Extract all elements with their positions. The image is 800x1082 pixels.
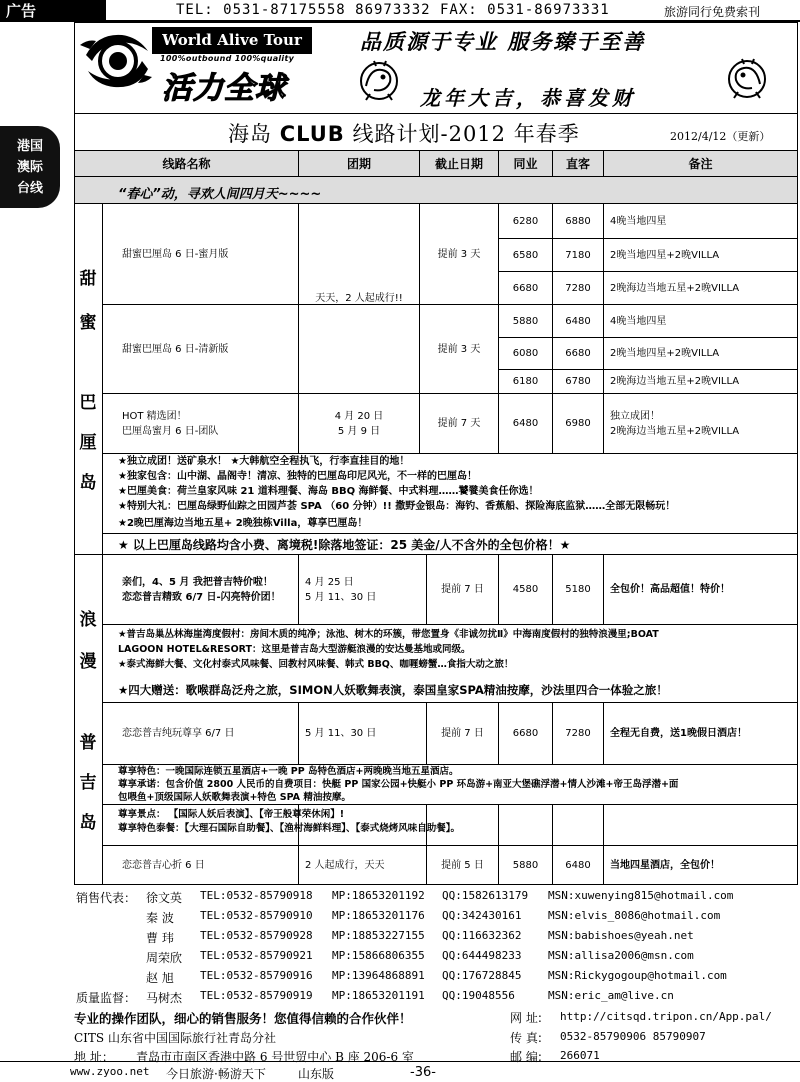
hot-schedule — [299, 394, 419, 453]
retail-price: 6480 — [565, 315, 591, 327]
phuket-route-1 — [116, 555, 298, 624]
phuket-big-gift: ★四大赠送：歌喉群岛泛舟之旅，SIMON人妖歌舞表演，泰国皇家SPA精油按摩，沙法里四合一体验之旅！ — [118, 683, 668, 697]
side-tab-line: 港国 — [16, 138, 43, 154]
web-link[interactable]: http://citsqd.tripon.cn/App.pal/ — [560, 1010, 772, 1023]
brand-en-sub: 100%outbound 100%quality — [160, 54, 295, 63]
section-phuket-char: 岛 — [79, 813, 97, 833]
trade-price: 6080 — [512, 348, 539, 359]
contact-tel: TEL:0532-85790916 — [200, 969, 313, 982]
contact-tel: TEL:0532-85790918 — [200, 889, 313, 902]
phuket-detail: 尊享特色泰餐：【大理石国际自助餐】、【渔村海鲜料理】、【泰式烧烤风味自助餐】。 — [118, 823, 461, 834]
phuket-detail: 尊享景点： 【国际人妖后表演】、【帝王般尊荣休闲】! — [118, 809, 345, 820]
phuket-feature: LAGOON HOTEL&RESORT：这里是普吉岛大型游艇浪漫的安达曼基地或同级。 — [118, 644, 471, 655]
page-number: -36- — [410, 1065, 436, 1080]
contact-msn[interactable]: MSN:allisa2006@msn.com — [548, 949, 694, 962]
contact-line: TEL: 0531-87175558 86973332 FAX: 0531-86973331 — [176, 2, 610, 18]
site-link[interactable]: www.zyoo.net — [70, 1065, 150, 1078]
trade-price: 6180 — [512, 376, 539, 387]
route-date: 5 月 11、30 日 — [305, 591, 377, 603]
hot-route-line: 巴厘岛蜜月 6 日-团队 — [122, 425, 219, 437]
dragon-icon — [356, 58, 402, 104]
fax: 0532-85790906 85790907 — [560, 1030, 706, 1043]
brand-slogan: 品质源于专业 服务臻于至善 — [360, 30, 646, 54]
route-name: 恋恋普吉心折 6 日 — [122, 859, 205, 871]
sales-label: 销售代表： — [76, 891, 137, 905]
section-phuket-char: 浪 — [79, 610, 97, 630]
route-line: 亲们，4、5 月 我把普吉特价啦！ — [122, 576, 273, 588]
col-header-retail: 直客 — [565, 157, 590, 171]
hot-note-line: 2晚海边当地五星+2晚VILLA — [610, 425, 740, 437]
brand-en-name: World Alive Tour — [152, 27, 312, 54]
address: 青岛市市南区香港中路 6 号世贸中心 B 座 206-6 室 — [136, 1050, 414, 1064]
note: 2晚当地四星+2晚VILLA — [610, 249, 720, 261]
note: 2晚海边当地五星+2晚VILLA — [610, 282, 740, 294]
qa-label: 质量监督： — [76, 991, 137, 1005]
hot-note-line: 独立成团！ — [610, 410, 660, 422]
trade-price: 5880 — [512, 315, 539, 327]
section-phuket-char: 吉 — [79, 773, 97, 793]
title-suffix: 线路计划-2012 年春季 — [352, 122, 580, 146]
section-phuket-char: 漫 — [79, 652, 97, 672]
retail-price: 7280 — [565, 282, 591, 294]
bali-feature: ★2晚巴厘海边当地五星+ 2晚独栋Villa，尊享巴厘岛！ — [118, 518, 368, 529]
schedule: 2 人起成行，天天 — [305, 859, 385, 871]
side-tab — [0, 126, 60, 208]
note: 4晚当地四星 — [610, 315, 667, 327]
retail-price: 7180 — [565, 249, 591, 261]
bottom-bar — [0, 1061, 800, 1082]
contact-msn[interactable]: MSN:Rickygogoup@hotmail.com — [548, 969, 727, 982]
contact-name: 周荣欣 — [146, 951, 183, 965]
bali-footnote: ★ 以上巴厘岛线路均含小费、离境税!除落地签证：25 美金/人不含外的全包价格！★ — [118, 538, 571, 552]
side-tab-line: 台线 — [16, 180, 43, 196]
schedule: 5 月 11、30 日 — [305, 728, 377, 739]
route-name: 甜蜜巴厘岛 6 日-蜜月版 — [122, 248, 229, 260]
col-header-schedule: 团期 — [346, 157, 371, 171]
retail-price: 7280 — [565, 728, 591, 739]
bali-feature: ★独家包含：山中湖、晶阁寺！清凉、独特的巴厘岛印尼风光，不一样的巴厘岛！ — [118, 471, 477, 482]
schedule: 天天，2 人起成行!! — [315, 293, 403, 304]
deadline: 提前 7 日 — [441, 728, 484, 739]
paper-name: 今日旅游·畅游天下 — [166, 1067, 266, 1081]
contact-mp: MP:15866806355 — [332, 949, 425, 962]
contact-tel: TEL:0532-85790921 — [200, 949, 313, 962]
contact-mp: MP:18653201191 — [332, 989, 425, 1002]
trade-price: 6680 — [512, 282, 539, 294]
contact-msn[interactable]: MSN:babishoes@yeah.net — [548, 929, 694, 942]
contact-qq: QQ:644498233 — [442, 949, 522, 962]
section-bali-char: 巴 — [79, 393, 97, 413]
swirl-logo-icon — [78, 25, 156, 93]
contact-name: 赵 旭 — [146, 971, 174, 985]
fax-label: 传 真: — [510, 1031, 542, 1045]
route-table — [74, 150, 798, 885]
title-club: CLUB — [279, 122, 345, 146]
trade-price: 4580 — [512, 584, 539, 595]
divider — [74, 113, 798, 114]
title-prefix: 海岛 — [228, 122, 272, 146]
contact-qq: QQ:1582613179 — [442, 889, 529, 902]
hot-route-line: HOT 精选团！ — [122, 410, 187, 422]
col-header-trade: 同业 — [513, 157, 538, 171]
greeting: 龙年大吉，恭喜发财 — [420, 86, 636, 110]
contact-msn[interactable]: MSN:elvis_8086@hotmail.com — [548, 909, 721, 922]
bali-feature: ★独立成团！送矿泉水！ ★大韩航空全程执飞，行李直挂目的地！ — [118, 456, 410, 467]
index-text: 旅游同行免费索刊 — [664, 5, 761, 19]
col-header-deadline: 截止日期 — [434, 157, 483, 171]
phuket-schedule-1 — [299, 555, 426, 624]
divider — [102, 845, 798, 846]
contact-tel: TEL:0532-85790910 — [200, 909, 313, 922]
addr-label: 地 址： — [74, 1050, 114, 1064]
trade-price: 5880 — [512, 859, 539, 871]
bali-feature: ★特别大礼：巴厘岛绿野仙踪之田园芦荟 SPA （60 分钟）!! 撒野金银岛：海钓、香蕉船、探险海底监狱……全部无限畅玩！ — [118, 501, 676, 512]
contact-name: 马树杰 — [146, 991, 183, 1005]
contact-name: 曹 玮 — [146, 931, 174, 945]
retail-price: 6480 — [565, 859, 591, 871]
contact-msn[interactable]: MSN:xuwenying815@hotmail.com — [548, 889, 734, 902]
col-header-note: 备注 — [688, 157, 713, 171]
zip: 266071 — [560, 1049, 600, 1062]
route-name: 甜蜜巴厘岛 6 日-清新版 — [122, 343, 229, 355]
route-date: 4 月 25 日 — [305, 576, 354, 588]
trade-price: 6580 — [512, 249, 539, 261]
bali-feature: ★巴厘美食：荷兰皇家风味 21 道料理餐、海岛 BBQ 海鲜餐、中式料理……饕餮美食任你选！ — [118, 486, 539, 497]
contact-qq: QQ:342430161 — [442, 909, 522, 922]
contact-name: 秦 波 — [146, 911, 174, 925]
edition: 山东版 — [298, 1067, 335, 1081]
web-label: 网 址: — [510, 1011, 542, 1025]
ad-label: 广告 — [0, 0, 106, 22]
retail-price: 6680 — [565, 348, 591, 359]
contact-tel: TEL:0532-85790928 — [200, 929, 313, 942]
note: 全包价！高品超值！特价！ — [610, 584, 730, 595]
hot-date: 4 月 20 日 — [334, 410, 384, 422]
note: 4晚当地四星 — [610, 215, 667, 227]
hot-note — [604, 394, 797, 453]
brand-cn-name: 活力全球 — [162, 71, 286, 106]
section-bali-char: 甜 — [79, 269, 97, 289]
contact-mp: MP:18853227155 — [332, 929, 425, 942]
phuket-feature: ★普吉岛巢丛林海崖湾度假村：房间木质的纯净；泳池、树木的环簇，带您置身《非诚勿扰Ⅱ》中海南度假村的独特浪漫里;BOAT — [118, 629, 659, 640]
phuket-detail: 尊享承诺：包含价值 2800 人民币的自费项目：快艇 PP 国家公园+快艇小 PP 环岛游+南亚大堡礁浮潜+情人沙滩+帝王岛浮潜+面 — [118, 779, 679, 790]
note: 全程无自费，送1晚假日酒店！ — [610, 728, 747, 739]
deadline: 提前 3 天 — [437, 248, 481, 260]
zip-label: 邮 编: — [510, 1050, 542, 1064]
retail-price: 6780 — [565, 376, 591, 387]
page-title — [228, 118, 580, 148]
section-bali-char: 厘 — [79, 433, 97, 453]
retail-price: 6980 — [565, 418, 591, 429]
deadline: 提前 7 天 — [437, 418, 481, 429]
deadline: 提前 3 天 — [437, 343, 481, 355]
contact-mp: MP:18653201176 — [332, 909, 425, 922]
trade-price: 6280 — [512, 215, 539, 227]
theme-banner: “春心”动，寻欢人间四月天~~~~ — [118, 187, 322, 202]
note: 当地四星酒店，全包价！ — [610, 859, 720, 871]
contact-qq: QQ:176728845 — [442, 969, 522, 982]
contact-qq: QQ:116632362 — [442, 929, 522, 942]
col-header-route: 线路名称 — [162, 157, 211, 171]
update-date: 2012/4/12（更新） — [670, 130, 771, 143]
phuket-detail: 包喂鱼+顶级国际人妖歌舞表演+特色 SPA 精油按摩。 — [118, 792, 351, 803]
hot-date: 5 月 9 日 — [337, 425, 381, 437]
note: 2晚当地四星+2晚VILLA — [610, 348, 720, 359]
contact-mp: MP:13964868891 — [332, 969, 425, 982]
top-bar — [0, 0, 800, 22]
company: CITS 山东省中国国际旅行社青岛分社 — [74, 1031, 276, 1045]
phuket-detail: 尊享特色：一晚国际连锁五星酒店+一晚 PP 岛特色酒店+两晚晚当地五星酒店。 — [118, 766, 459, 777]
trade-price: 6680 — [512, 728, 539, 739]
phuket-feature: ★泰式海鲜大餐、文化村泰式风味餐、回教村风味餐、韩式 BBQ、咖喱螃蟹…食指大动之旅！ — [118, 659, 514, 670]
hot-route — [116, 394, 298, 453]
section-bali-char: 岛 — [79, 473, 97, 493]
trade-price: 6480 — [512, 418, 539, 429]
contact-tel: TEL:0532-85790919 — [200, 989, 313, 1002]
route-name: 恋恋普吉纯玩尊享 6/7 日 — [122, 728, 235, 739]
route-line: 恋恋普吉精致 6/7 日-闪亮特价团！ — [122, 591, 281, 603]
note: 2晚海边当地五星+2晚VILLA — [610, 376, 740, 387]
retail-price: 5180 — [565, 584, 591, 595]
deadline: 提前 7 日 — [441, 584, 484, 595]
contact-name: 徐文英 — [146, 891, 183, 905]
contact-qq: QQ:19048556 — [442, 989, 515, 1002]
contact-msn[interactable]: MSN:eric_am@live.cn — [548, 989, 674, 1002]
contact-mp: MP:18653201192 — [332, 889, 425, 902]
dragon-icon — [724, 56, 770, 102]
motto: 专业的操作团队，细心的销售服务！您值得信赖的合作伙伴！ — [74, 1011, 412, 1026]
side-tab-line: 澳际 — [16, 159, 43, 175]
section-phuket-char: 普 — [79, 733, 97, 753]
deadline: 提前 5 日 — [441, 859, 484, 871]
section-bali-char: 蜜 — [79, 313, 97, 333]
retail-price: 6880 — [565, 215, 591, 227]
